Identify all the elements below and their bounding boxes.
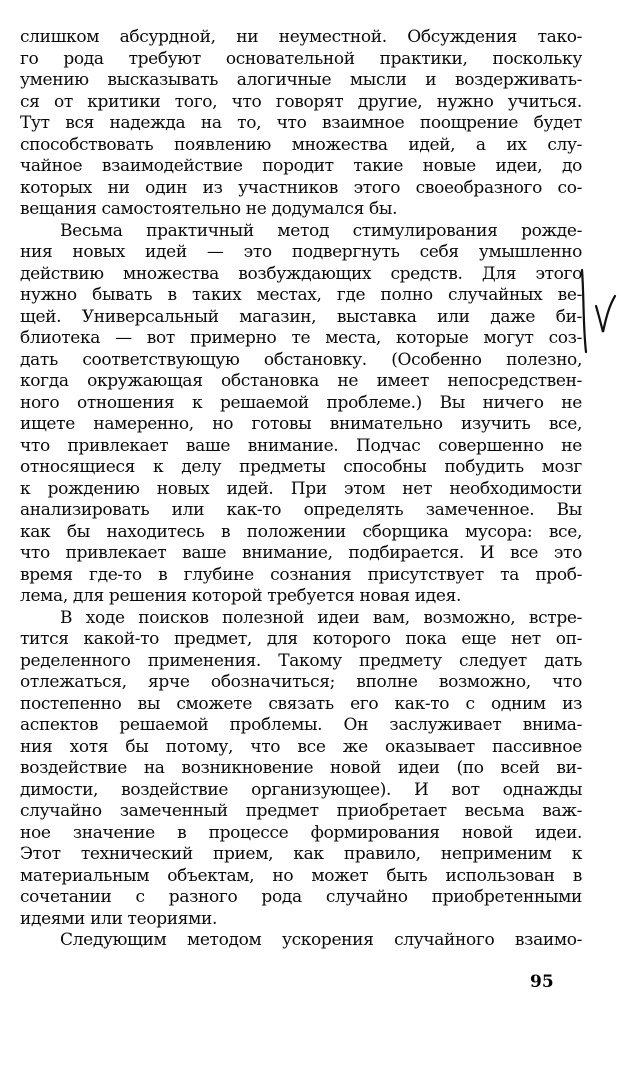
text-line: когда окружающая обстановка не имеет непосредствен- — [20, 371, 582, 391]
text-line: анализировать или как-то определять замеченное. Вы — [20, 500, 582, 520]
text-line: сочетании с разного рода случайно приобретенными — [20, 887, 582, 907]
text-line: ное значение в процессе формирования новой идеи. — [20, 822, 582, 843]
text-line: ния новых идей — это подвергнуть себя умышленно — [20, 242, 582, 262]
text-line: ния хотя бы потому, что все же оказывает пассивное — [20, 736, 582, 757]
text-line: как бы находитесь в положении сборщика мусора: все, — [20, 521, 582, 542]
text-line: лема, для решения которой требуется новая идея. — [20, 586, 462, 606]
text-line: аспектов решаемой проблемы. Он заслуживает внима- — [20, 715, 582, 735]
text-line: Этот технический прием, как правило, неприменим к — [20, 844, 582, 864]
text-line: что привлекает ваше внимание, подбирается. И все это — [20, 543, 582, 563]
text-line: материальным объектам, но может быть использован в — [20, 865, 582, 886]
text-line: вещания самостоятельно не додумался бы. — [20, 199, 398, 219]
text-line: слишком абсурдной, ни неуместной. Обсуждения тако- — [20, 27, 582, 47]
text-line: относящиеся к делу предметы способны побудить мозг — [20, 457, 582, 477]
text-line: нужно бывать в таких местах, где полно случайных ве- — [20, 285, 582, 305]
paragraph — [20, 608, 582, 931]
paragraph — [20, 221, 582, 608]
text-line: блиотека — вот примерно те места, которые могут соз- — [20, 328, 582, 348]
text-line: ного отношения к решаемой проблеме.) Вы ничего не — [20, 392, 582, 413]
page-number: 95 — [530, 972, 554, 992]
paragraph — [20, 930, 582, 952]
text-line: димости, воздействие организующее). И вот однажды — [20, 779, 582, 800]
text-line: Следующим методом ускорения случайного взаимо- — [60, 930, 582, 950]
book-page — [20, 27, 582, 1047]
text-line: способствовать появлению множества идей, а их слу- — [20, 134, 582, 155]
handwritten-checkmark-icon — [578, 266, 618, 356]
text-line: го рода требуют основательной практики, поскольку — [20, 48, 582, 69]
text-line: дать соответствующую обстановку. (Особенно полезно, — [20, 349, 582, 370]
paragraph — [20, 27, 582, 221]
text-line: чайное взаимодействие породит такие новые идеи, до — [20, 156, 582, 176]
text-line: Весьма практичный метод стимулирования рожде- — [60, 220, 582, 241]
text-line: к рождению новых идей. При этом нет необходимости — [20, 478, 582, 499]
text-line: Тут вся надежда на то, что взаимное поощрение будет — [20, 113, 582, 133]
text-line: идеями или теориями. — [20, 908, 218, 929]
text-line: воздействие на возникновение новой идеи (по всей ви- — [20, 758, 582, 778]
text-line: что привлекает ваше внимание. Подчас совершенно не — [20, 435, 582, 456]
text-line: ределенного применения. Такому предмету следует дать — [20, 650, 582, 671]
text-line: щей. Универсальный магазин, выставка или даже би- — [20, 306, 582, 327]
text-line: действию множества возбуждающих средств. Для этого — [20, 263, 582, 284]
text-line: постепенно вы сможете связать его как-то с одним из — [20, 693, 582, 714]
text-line: ся от критики того, что говорят другие, нужно учиться. — [20, 91, 582, 112]
body-text — [20, 27, 582, 952]
text-line: случайно замеченный предмет приобретает весьма важ- — [20, 801, 582, 821]
text-line: время где-то в глубине сознания присутствует та проб- — [20, 564, 582, 585]
text-line: ищете намеренно, но готовы внимательно изучить все, — [20, 414, 582, 434]
text-line: тится какой-то предмет, для которого пока еще нет оп- — [20, 629, 582, 649]
text-line: В ходе поисков полезной идеи вам, возможно, встре- — [60, 607, 582, 628]
text-line: умению высказывать алогичные мысли и воздерживать- — [20, 70, 582, 90]
text-line: которых ни один из участников этого своеобразного со- — [20, 177, 582, 198]
text-line: отлежаться, ярче обозначиться; вполне возможно, что — [20, 672, 582, 692]
